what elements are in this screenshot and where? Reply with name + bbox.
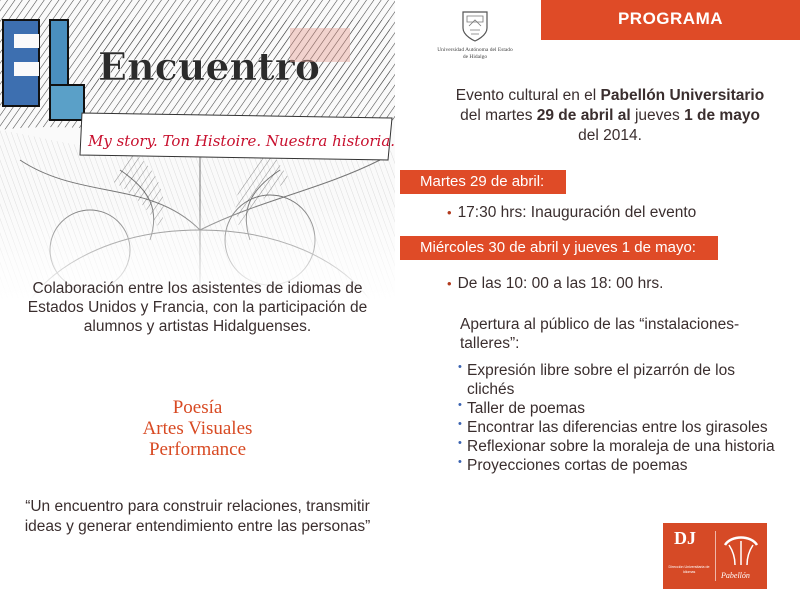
event-text-3: jueves [630, 107, 685, 124]
day2-band: Miércoles 30 de abril y jueves 1 de mayo: [400, 236, 718, 260]
programa-header [541, 0, 800, 40]
sponsor-logo [663, 523, 767, 589]
list-item: • Proyecciones cortas de poemas [458, 456, 778, 475]
university-name: Universidad Autónoma del Estado de Hidalgo [437, 47, 513, 60]
pabellon-label: Pabellón [721, 571, 750, 580]
event-start-date: 29 de abril al [536, 107, 631, 124]
poster-artwork [0, 0, 395, 300]
university-logo [436, 8, 514, 61]
day1-item [447, 204, 696, 222]
apertura-text: Apertura al público de las “instalaciones-talleres”: [460, 316, 740, 352]
poster-subtitle: My story. Ton Histoire. Nuestra historia. [88, 132, 395, 150]
quote-text: “Un encuentro para construir relaciones, transmitir ideas y generar entendimiento entre las personas” [24, 498, 371, 535]
list-item: • Encontrar las diferencias entre los girasoles [458, 418, 778, 437]
event-venue: Pabellón Universitario [600, 87, 765, 104]
activities-list [458, 361, 778, 475]
bullet-icon: • [447, 276, 452, 291]
arts-list [0, 397, 395, 460]
art-artes-visuales: Artes Visuales [142, 418, 253, 439]
university-shield-icon [461, 8, 489, 42]
programa-label: PROGRAMA [617, 9, 724, 28]
list-item: • Taller de poemas [458, 399, 778, 418]
day1-band: Martes 29 de abril: [400, 170, 566, 194]
list-item: • Reflexionar sobre la moraleja de una historia [458, 437, 778, 456]
event-description [450, 86, 770, 146]
event-text-4: del 2014. [578, 127, 642, 144]
pabellon-canopy-icon [723, 533, 759, 567]
logo-divider [715, 531, 716, 581]
collaboration-text: Colaboración entre los asistentes de idiomas de Estados Unidos y Francia, con la participación de alumnos y artistas Hidalguenses. [27, 280, 368, 335]
dj-department: Dirección Universitaria de Idiomas [668, 565, 710, 574]
event-text-2: del martes [460, 107, 537, 124]
day2-item-text: De las 10: 00 a las 18: 00 hrs. [457, 275, 664, 292]
day1-item-text: 17:30 hrs: Inauguración del evento [457, 204, 697, 221]
event-end-date: 1 de mayo [684, 107, 760, 124]
day2-item [447, 275, 664, 293]
art-performance: Performance [148, 439, 247, 460]
bullet-icon: • [447, 205, 452, 220]
poster-title: Encuentro [98, 44, 321, 89]
event-text-1: Evento cultural en el [455, 87, 601, 104]
poster-panel [0, 0, 395, 591]
art-poesia: Poesía [172, 397, 223, 418]
list-item: • Expresión libre sobre el pizarrón de los clichés [458, 361, 778, 399]
dj-monogram: DJ [674, 528, 696, 548]
